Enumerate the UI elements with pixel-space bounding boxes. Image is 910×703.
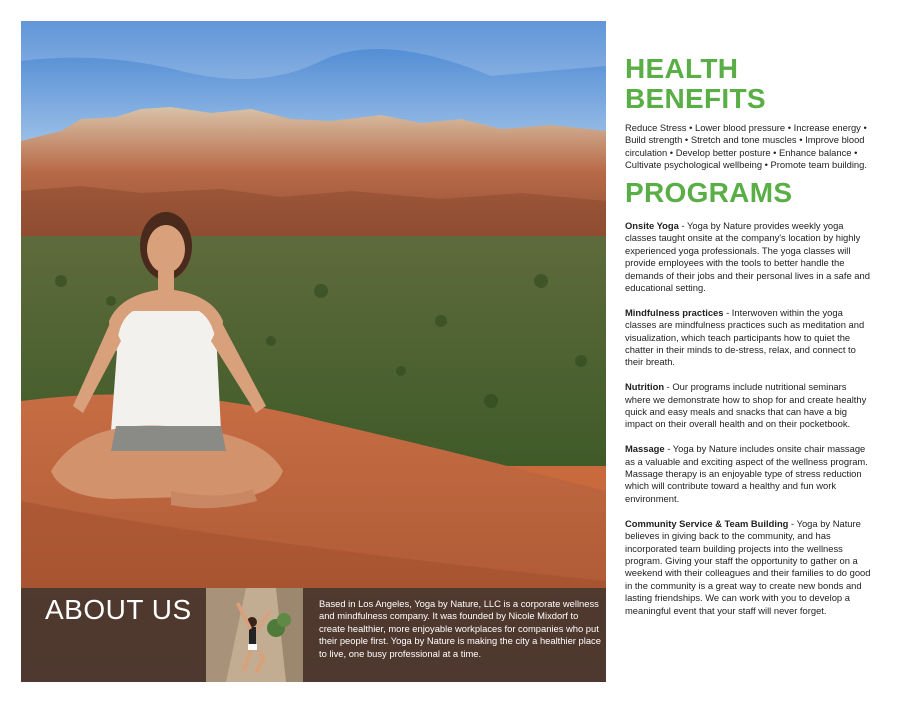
- about-section: [21, 588, 606, 682]
- program-description: - Our programs include nutritional seminars where we demonstrate how to shop for and create healthy quick and easy meals and snacks that can have a big impact on their overall health and on their pocketbook.: [625, 381, 867, 430]
- program-description: - Interwoven within the yoga classes are mindfulness practices such as meditation and visualization, which teach participants how to quiet the chatter in their minds to de-stress, relax, and connect to their breath.: [625, 306, 865, 368]
- program-title: Nutrition: [625, 381, 665, 393]
- about-text: Based in Los Angeles, Yoga by Nature, LLC is a corporate wellness and mindfulness company. It was founded by Nicole Mixdorf to create healthier, more enjoyable workplaces for companies who put their people first. Yoga by Nature is making the city a healthier place to live, one busy professional at a time.: [319, 598, 601, 659]
- program-description: - Yoga by Nature believes in giving back to the community, and has incorporated team building projects into the wellness program. Giving your staff the opportunity to gather on a weekend with their colleagues and their families to do good in the community is a great way to create new bonds and lasting friendships. We can work with you to develop a meaningful event that your staff will never forget.: [625, 517, 871, 616]
- health-benefits-text: Reduce Stress • Lower blood pressure • Increase energy • Build strength • Stretch and tone muscles • Improve blood circulation • Develop better posture • Enhance balance • Cultivate psychological wellbeing • Promote team building.: [625, 122, 867, 171]
- program-mindfulness: [625, 307, 873, 369]
- program-title: Onsite Yoga: [625, 220, 679, 231]
- program-massage: [625, 443, 873, 505]
- yoga-pose-illustration: [206, 588, 303, 682]
- program-description: - Yoga by Nature provides weekly yoga classes taught onsite at the company's location by highly experienced yoga professionals. The yoga classes will provide employees with the tools to better handle the demands of their jobs and their personal lives in a safe and educational setting.: [625, 220, 870, 294]
- programs-heading: PROGRAMS: [625, 177, 793, 208]
- health-benefits-heading: HEALTH BENEFITS: [625, 53, 766, 114]
- program-community-service: [625, 518, 873, 617]
- health-benefits-section: [625, 54, 873, 172]
- meditation-scene-illustration: [21, 21, 606, 682]
- program-title: Massage: [625, 443, 665, 455]
- about-photo: [206, 588, 303, 682]
- program-nutrition: [625, 381, 873, 431]
- hero-photo: [21, 21, 606, 682]
- program-title: Mindfulness practices: [625, 306, 724, 318]
- program-title: Community Service & Team Building: [625, 517, 789, 529]
- about-heading: ABOUT US: [45, 594, 192, 625]
- programs-list: [625, 220, 873, 617]
- program-onsite-yoga: [625, 220, 873, 294]
- program-description: - Yoga by Nature includes onsite chair massage as a valuable and exciting aspect of the wellness program. Massage therapy is an enjoyable type of stress reduction which will contribute toward a healthy and fun work environment.: [625, 443, 868, 504]
- programs-section: [625, 178, 873, 629]
